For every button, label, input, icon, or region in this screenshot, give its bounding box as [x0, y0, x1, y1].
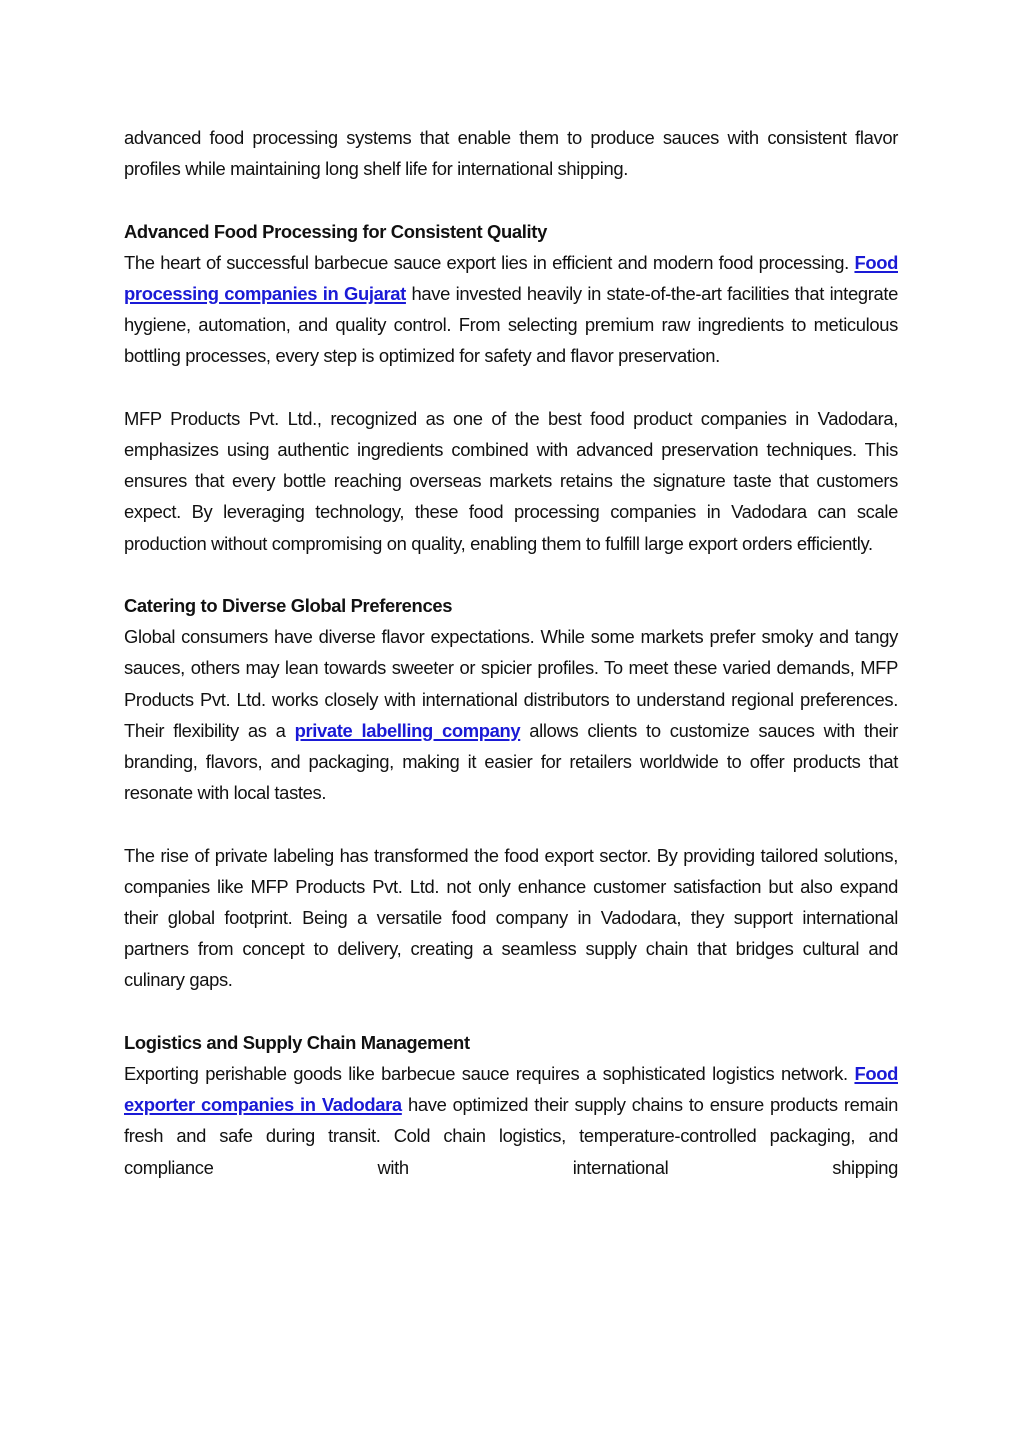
paragraph-text: have invested heavily in state-of-the-art facilities that integrate hygiene, automation, and quality control. From selecting premium raw ingredients to meticulous bottling processes, every step is optimized for safety and flavor preservation.: [124, 283, 898, 367]
spacer: [124, 808, 898, 839]
spacer: [124, 372, 898, 403]
paragraph-logistics: [124, 1058, 898, 1183]
section-heading-global-preferences: Catering to Diverse Global Preferences: [124, 595, 453, 616]
paragraph-text: have optimized their supply chains to ensure products remain fresh and safe during transit. Cold chain logistics, temperature-controlled packaging, and compliance with international shipping: [124, 1094, 898, 1178]
paragraph-mfp-products: MFP Products Pvt. Ltd., recognized as one of the best food product companies in Vadodara, emphasizes using authentic ingredients combined with advanced preservation techniques. This ensures that every bottle reaching overseas markets retains the signature taste that customers expect. By leveraging technology, these food processing companies in Vadodara can scale production without compromising on quality, enabling them to fulfill large export orders efficiently.: [124, 407, 898, 554]
spacer: [124, 559, 898, 590]
paragraph-text: Exporting perishable goods like barbecue sauce requires a sophisticated logistics network.: [124, 1063, 855, 1085]
spacer: [124, 184, 898, 215]
paragraph-text: The heart of successful barbecue sauce export lies in efficient and modern food processing.: [124, 251, 855, 273]
spacer: [124, 996, 898, 1027]
section-heading-logistics: Logistics and Supply Chain Management: [124, 1031, 470, 1053]
document-page: [124, 122, 898, 1183]
paragraph-text: allows clients to customize sauces with their branding, flavors, and packaging, making it easier for retailers worldwide to offer products that resonate with local tastes.: [124, 719, 898, 804]
link-food-processing-companies-gujarat[interactable]: Food processing companies in Gujarat: [124, 251, 898, 304]
section-heading-food-processing: Advanced Food Processing for Consistent Quality: [124, 220, 547, 242]
link-food-exporter-companies-vadodara[interactable]: Food exporter companies in Vadodara: [124, 1063, 898, 1116]
link-private-labelling-company[interactable]: private labelling company: [294, 719, 521, 741]
paragraph-text: Global consumers have diverse flavor expectations. While some markets prefer smoky and tangy sauces, others may lean towards sweeter or spicier profiles. To meet these varied demands, MFP Products Pvt. Ltd. works closely with international distributors to understand regional preferences. Their flexibility as a: [124, 626, 898, 741]
paragraph-global-consumers: [124, 621, 898, 808]
paragraph-food-processing: [124, 247, 898, 372]
paragraph-private-labeling-rise: The rise of private labeling has transformed the food export sector. By providing tailored solutions, companies like MFP Products Pvt. Ltd. not only enhance customer satisfaction but also expand their global footprint. Being a versatile food company in Vadodara, they support international partners from concept to delivery, creating a seamless supply chain that bridges cultural and culinary gaps.: [124, 844, 898, 991]
intro-paragraph: advanced food processing systems that enable them to produce sauces with consistent flavor profiles while maintaining long shelf life for international shipping.: [124, 127, 898, 180]
